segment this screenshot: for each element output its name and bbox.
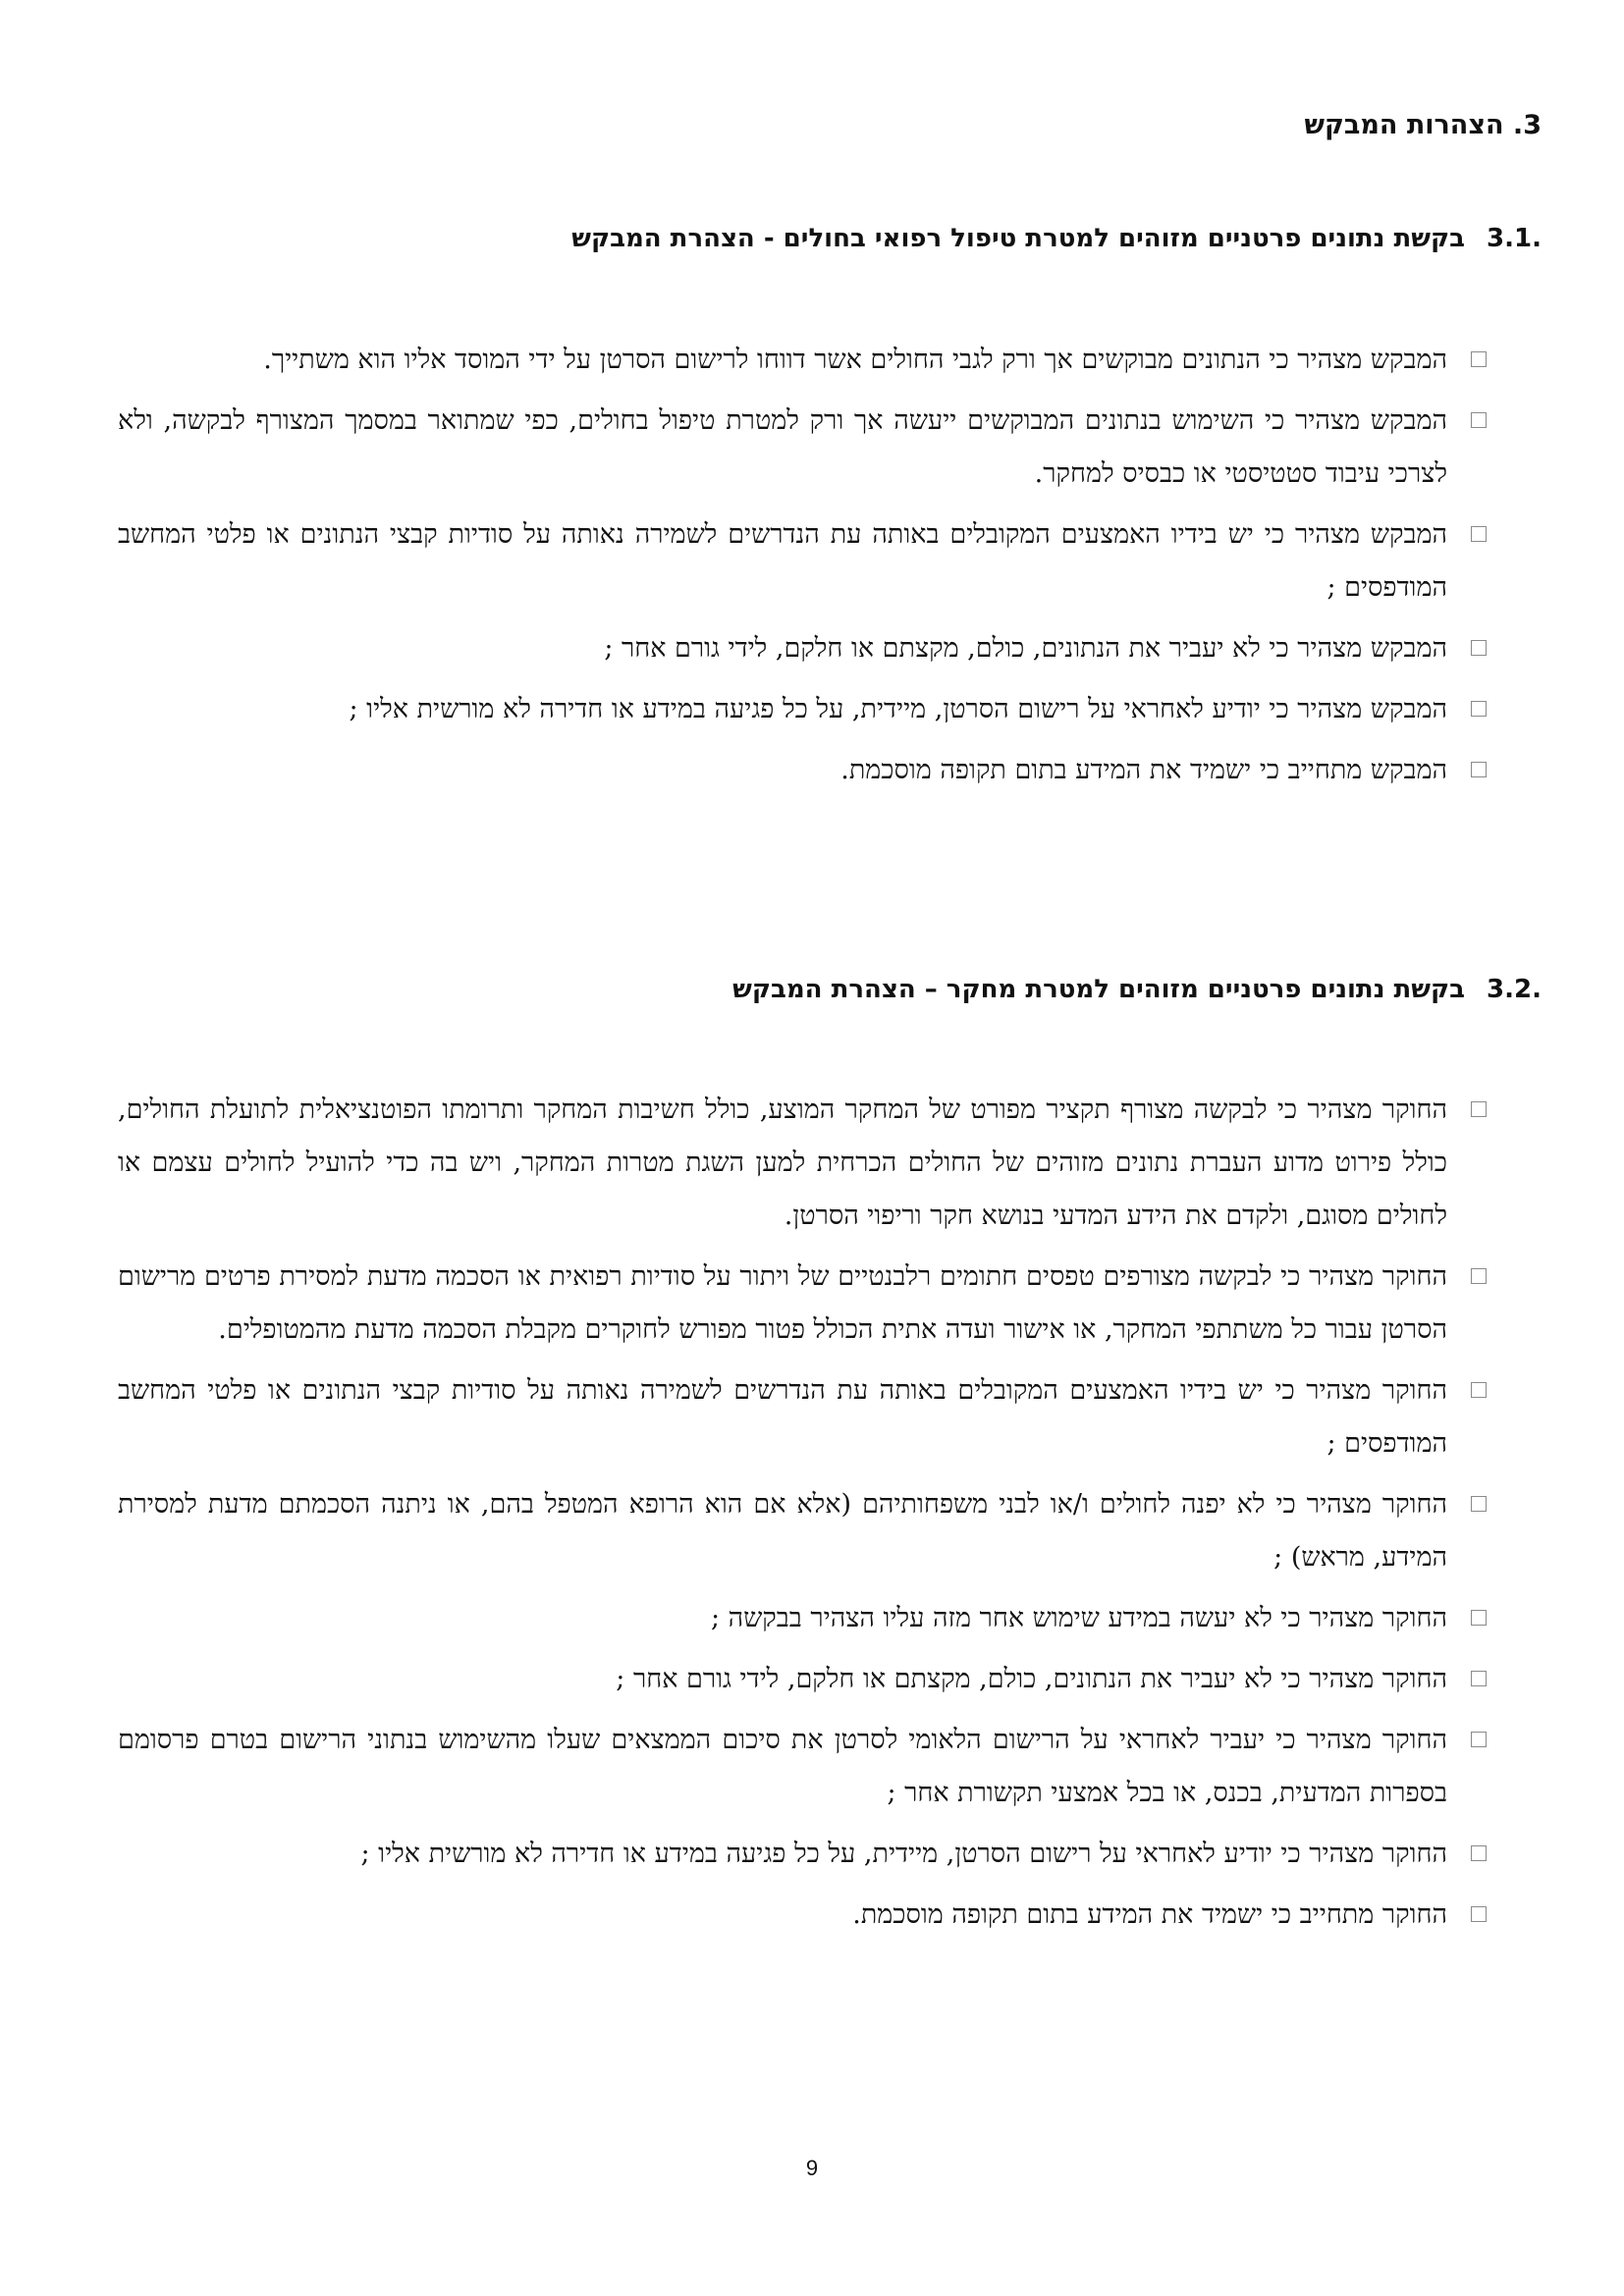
checkbox[interactable]	[1471, 1671, 1487, 1686]
declaration-list-3-2	[118, 1084, 1447, 1949]
declaration-text: החוקר מצהיר כי לבקשה מצורפים טפסים חתומים רלבנטיים של ויתור על סודיות רפואית או הסכמה מדעת למסירת פרטים מרישום הסרטן עבור כל משתתפי המחקר, או אישור ועדה אתית הכולל פטור מפורש לחוקרים מקבלת הסכמה מדעת מהמטופלים.	[118, 1261, 1447, 1345]
declaration-text: החוקר מצהיר כי לא יעשה במידע שימוש אחר מזה עליו הצהיר בבקשה ;	[710, 1603, 1447, 1633]
declaration-text: המבקש מצהיר כי יש בידיו האמצעים המקובלים באותה עת הנדרשים לשמירה נאותה על סודיות קבצי הנתונים או פלטי המחשב המודפסים ;	[118, 519, 1447, 603]
checkbox[interactable]	[1471, 1382, 1487, 1398]
declaration-item	[118, 508, 1447, 614]
declaration-item	[118, 395, 1447, 501]
declaration-item	[118, 334, 1447, 387]
checkbox[interactable]	[1471, 412, 1487, 428]
declaration-text: המבקש מצהיר כי השימוש בנתונים המבוקשים ייעשה אך ורק למטרת טיפול בחולים, כפי שמתואר במסמך המצורף לבקשה, ולא לצרכי עיבוד סטטיסטי או כבסיס למחקר.	[118, 405, 1447, 489]
subsection-number: .3.1	[1487, 224, 1542, 253]
declaration-text: החוקר מצהיר כי לא יפנה לחולים ו/או לבני משפחותיהם (אלא אם הוא הרופא המטפל בהם, או ניתנה הסכמתם מדעת למסירת המידע, מראש) ;	[118, 1489, 1447, 1573]
declaration-text: החוקר מצהיר כי לא יעביר את הנתונים, כולם, מקצתם או חלקם, לידי גורם אחר ;	[616, 1664, 1447, 1694]
declaration-item	[118, 1828, 1447, 1881]
declaration-item	[118, 1592, 1447, 1645]
subsection-title: בקשת נתונים פרטניים מזוהים למטרת מחקר – הצהרת המבקש	[732, 975, 1465, 1004]
declaration-text: המבקש מצהיר כי הנתונים מבוקשים אך ורק לגבי החולים אשר דווחו לרישום הסרטן על ידי המוסד אליו הוא משתייך.	[263, 345, 1447, 375]
declaration-item	[118, 1084, 1447, 1243]
declaration-text: החוקר מתחייב כי ישמיד את המידע בתום תקופה מוסכמת.	[852, 1899, 1447, 1930]
subsection-title: בקשת נתונים פרטניים מזוהים למטרת טיפול רפואי בחולים - הצהרת המבקש	[571, 224, 1465, 253]
subsection-heading-3-1	[571, 224, 1542, 253]
checkbox[interactable]	[1471, 1845, 1487, 1861]
declaration-list-3-1	[118, 334, 1447, 805]
declaration-item	[118, 1714, 1447, 1820]
checkbox[interactable]	[1471, 701, 1487, 717]
checkbox[interactable]	[1471, 351, 1487, 367]
checkbox[interactable]	[1471, 526, 1487, 542]
declaration-item	[118, 1478, 1447, 1584]
checkbox[interactable]	[1471, 1732, 1487, 1747]
page-number: 9	[805, 2156, 819, 2180]
checkbox[interactable]	[1471, 1610, 1487, 1626]
subsection-number: .3.2	[1487, 975, 1542, 1004]
checkbox[interactable]	[1471, 640, 1487, 656]
declaration-text: המבקש מצהיר כי לא יעביר את הנתונים, כולם, מקצתם או חלקם, לידי גורם אחר ;	[604, 633, 1447, 664]
declaration-item	[118, 1364, 1447, 1470]
checkbox[interactable]	[1471, 1101, 1487, 1117]
declaration-text: החוקר מצהיר כי יודיע לאחראי על רישום הסרטן, מיידית, על כל פגיעה במידע או חדירה לא מורשית אליו ;	[360, 1839, 1447, 1869]
declaration-text: המבקש מצהיר כי יודיע לאחראי על רישום הסרטן, מיידית, על כל פגיעה במידע או חדירה לא מורשית אליו ;	[349, 694, 1447, 724]
checkbox[interactable]	[1471, 1496, 1487, 1512]
checkbox[interactable]	[1471, 1906, 1487, 1922]
declaration-item	[118, 1251, 1447, 1357]
declaration-text: המבקש מתחייב כי ישמיד את המידע בתום תקופה מוסכמת.	[840, 755, 1447, 785]
declaration-item	[118, 1889, 1447, 1942]
declaration-item	[118, 683, 1447, 736]
declaration-text: החוקר מצהיר כי לבקשה מצורף תקציר מפורט של המחקר המוצע, כולל חשיבות המחקר ותרומתו הפוטנציאלית לתועלת החולים, כולל פירוט מדוע העברת נתונים מזוהים של החולים הכרחית למען השגת מטרות המחקר, ויש בה כדי להועיל לחולים עצמם או לחולים מסוגם, ולקדם את הידע המדעי בנושא חקר וריפוי הסרטן.	[118, 1095, 1447, 1231]
declaration-item	[118, 744, 1447, 797]
subsection-heading-3-2	[732, 975, 1542, 1004]
section-heading: 3. הצהרות המבקש	[1304, 110, 1542, 140]
declaration-text: החוקר מצהיר כי יש בידיו האמצעים המקובלים באותה עת הנדרשים לשמירה נאותה על סודיות קבצי הנתונים או פלטי המחשב המודפסים ;	[118, 1375, 1447, 1459]
declaration-item	[118, 622, 1447, 675]
checkbox[interactable]	[1471, 762, 1487, 777]
checkbox[interactable]	[1471, 1268, 1487, 1284]
declaration-item	[118, 1653, 1447, 1706]
declaration-text: החוקר מצהיר כי יעביר לאחראי על הרישום הלאומי לסרטן את סיכום הממצאים שעלו מהשימוש בנתוני הרישום בטרם פרסומם בספרות המדעית, בכנס, או בכל אמצעי תקשורת אחר ;	[118, 1725, 1447, 1808]
